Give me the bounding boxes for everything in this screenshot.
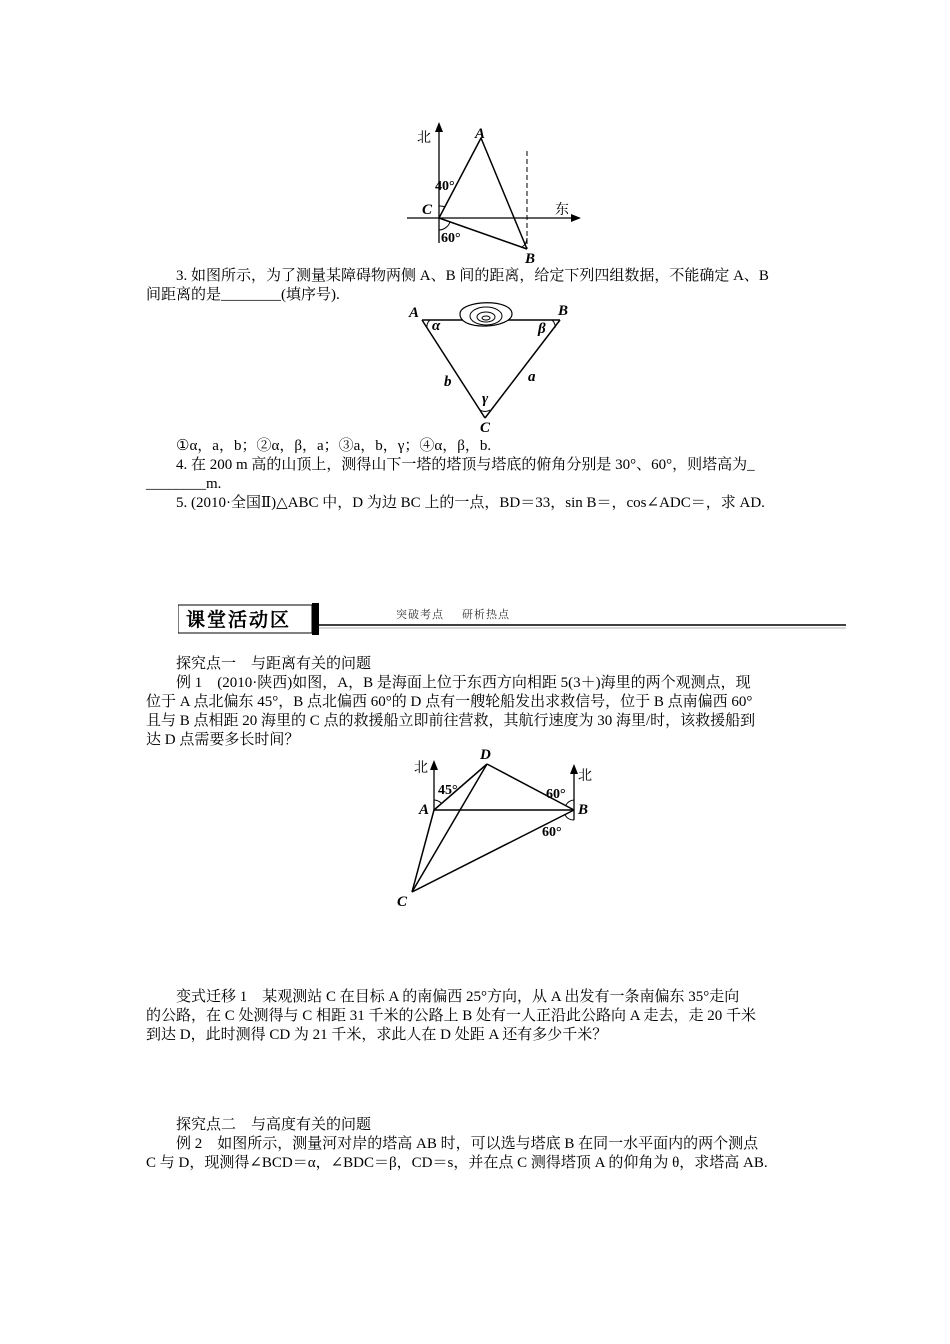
example-1-line-2: 位于 A 点北偏东 45°，B 点北偏西 60°的 D 点有一艘轮船发出求救信号，位于 B 点南偏西 60°	[146, 694, 753, 710]
point-b-label: B	[525, 251, 536, 267]
variant-1-line-1: 变式迁移 1 某观测站 C 在目标 A 的南偏西 25°方向，从 A 出发有一条南偏东 35°走向	[176, 989, 740, 1005]
point-d-label: D	[480, 747, 491, 763]
question-5: 5. (2010·全国Ⅱ)△ABC 中，D 为边 BC 上的一点，BD＝33，sin B＝，cos∠ADC＝，求 AD.	[176, 495, 765, 511]
point-b-label: B	[558, 303, 569, 319]
angle-60-top-label: 60°	[546, 787, 566, 802]
variant-1-line-2: 的公路，在 C 处测得与 C 相距 31 千米的公路上 B 处有一人正沿此公路向 A 走去，走 20 千米	[146, 1008, 757, 1024]
section-header	[178, 601, 848, 637]
point-a-label: A	[409, 305, 420, 321]
side-a-label: a	[528, 369, 536, 385]
north-left-label: 北	[414, 761, 428, 776]
gamma-label: γ	[482, 391, 489, 407]
question-4-line-1: 4. 在 200 m 高的山顶上，测得山下一塔的塔顶与塔底的俯角分别是 30°、60°，则塔高为_	[176, 457, 755, 473]
angle-60-label: 60°	[441, 231, 461, 246]
side-b-label: b	[444, 374, 452, 390]
point-c-label: C	[422, 202, 433, 218]
alpha-label: α	[432, 318, 441, 334]
example-2-line-1: 例 2 如图所示，测量河对岸的塔高 AB 时，可以选与塔底 B 在同一水平面内的两个测点	[176, 1136, 759, 1152]
example-1-line-4: 达 D 点需要多长时间？	[146, 732, 300, 748]
obstacle-icon	[460, 303, 512, 326]
question-4-line-2: ________m.	[146, 476, 222, 492]
question-3-line-1: 3. 如图所示，为了测量某障碍物两侧 A、B 间的距离，给定下列四组数据，不能确定 A、B	[176, 268, 769, 284]
example-2-line-2: C 与 D，现测得∠BCD＝α，∠BDC＝β，CD＝s，并在点 C 测得塔顶 A 的仰角为 θ，求塔高 AB.	[146, 1155, 768, 1171]
figure-rescue-diagram	[392, 742, 602, 912]
angle-40-label: 40°	[435, 179, 455, 194]
beta-label: β	[538, 321, 546, 337]
point-c-label: C	[480, 420, 491, 436]
example-1-line-1: 例 1 (2010·陕西)如图，A，B 是海面上位于东西方向相距 5(3＋)海里的两个观测点，现	[176, 675, 751, 691]
point-a-label: A	[419, 802, 430, 818]
north-label: 北	[417, 131, 431, 146]
section-subtitle: 突破考点 研析热点	[396, 608, 510, 621]
point-c-label: C	[397, 894, 408, 910]
east-label: 东	[555, 203, 569, 218]
explore-1-title: 探究点一 与距离有关的问题	[176, 656, 372, 672]
point-a-label: A	[475, 126, 486, 142]
answer-options: ①α，a，b；②α，β，a；③a，b，γ；④α，β，b.	[176, 438, 492, 454]
explore-2-title: 探究点二 与高度有关的问题	[176, 1117, 372, 1133]
example-1-line-3: 且与 B 点相距 20 海里的 C 点的救援船立即前往营救，其航行速度为 30 海里/时，该救援船到	[146, 713, 756, 729]
figure-obstacle-triangle	[400, 298, 580, 436]
point-b-label: B	[578, 802, 589, 818]
angle-60-bottom-label: 60°	[542, 825, 562, 840]
variant-1-line-3: 到达 D，此时测得 CD 为 21 千米，求此人在 D 处距 A 还有多少千米？	[146, 1027, 608, 1043]
section-title: 课堂活动区	[186, 609, 292, 631]
figure-compass-triangle	[395, 118, 595, 268]
north-right-label: 北	[578, 769, 592, 784]
angle-45-label: 45°	[438, 783, 458, 798]
question-3-line-2: 间距离的是________(填序号).	[146, 287, 340, 303]
